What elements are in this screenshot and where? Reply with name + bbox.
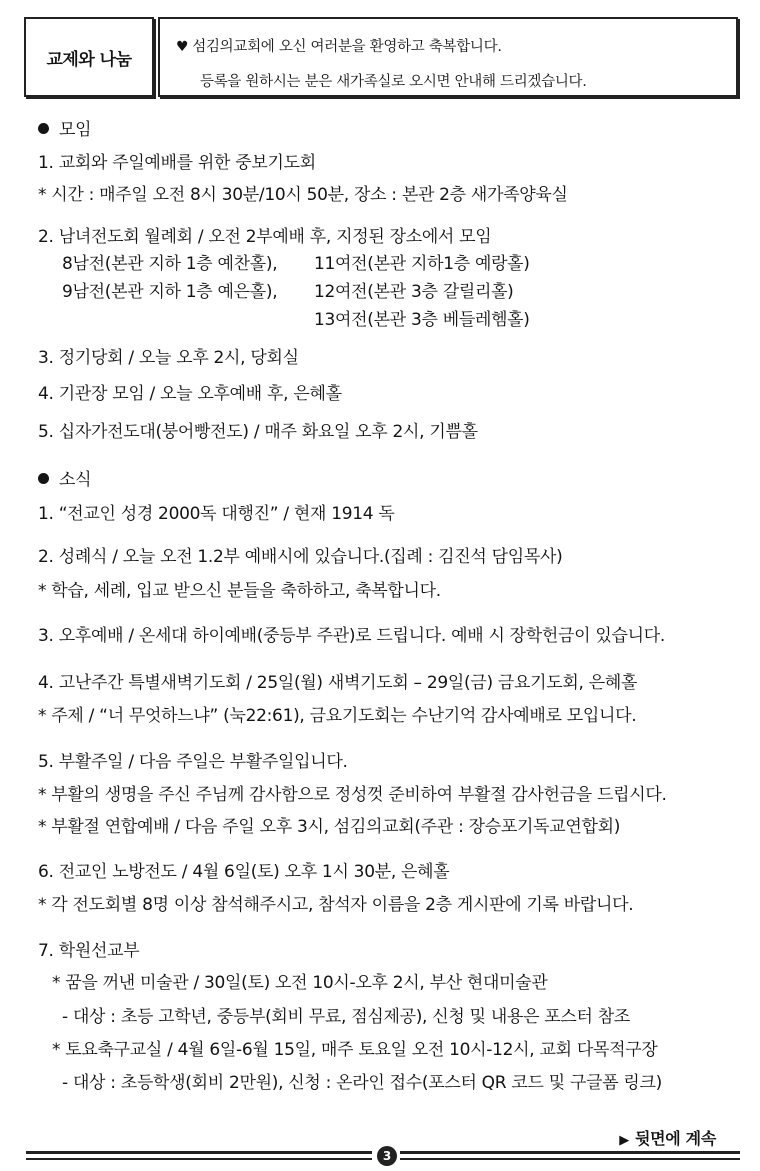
news-item: 6. 전교인 노방전도 / 4월 6일(토) 오후 1시 30분, 은혜홀	[38, 862, 450, 882]
footer-rule	[400, 1151, 740, 1154]
news-detail: * 꿈을 꺼낸 미술관 / 30일(토) 오전 10시-오후 2시, 부산 현대미술관	[52, 973, 548, 993]
news-item: 4. 고난주간 특별새벽기도회 / 25일(월) 새벽기도회 – 29일(금) 금요기도회, 은혜홀	[38, 673, 638, 693]
news-detail: * 부활절 연합예배 / 다음 주일 오후 3시, 섬김의교회(주관 : 장승포기독교연합회)	[38, 817, 621, 837]
news-detail: * 각 전도회별 8명 이상 참석해주시고, 참석자 이름을 2층 게시판에 기록 바랍니다.	[38, 895, 634, 915]
play-arrow-icon: ▶	[619, 1133, 629, 1148]
meeting-item: 2. 남녀전도회 월례회 / 오전 2부예배 후, 지정된 장소에서 모임	[38, 227, 492, 247]
news-detail: * 학습, 세례, 입교 받으신 분들을 축하하고, 축복합니다.	[38, 581, 441, 601]
continue-on-back-label: ▶ 뒷면에 계속	[619, 1129, 716, 1148]
meeting-detail: 9남전(본관 지하 1층 예은홀),	[62, 282, 278, 302]
footer-rule	[400, 1158, 740, 1160]
heart-icon: ♥	[176, 39, 189, 55]
meeting-detail: * 시간 : 매주일 오전 8시 30분/10시 50분, 장소 : 본관 2층 새가족양육실	[38, 185, 568, 205]
section-title-box	[24, 17, 154, 97]
news-item: 5. 부활주일 / 다음 주일은 부활주일입니다.	[38, 752, 348, 772]
news-item: 7. 학원선교부	[38, 941, 140, 961]
news-detail: - 대상 : 초등학생(회비 2만원), 신청 : 온라인 접수(포스터 QR 코드 및 구글폼 링크)	[62, 1073, 662, 1093]
meeting-item: 3. 정기당회 / 오늘 오후 2시, 당회실	[38, 348, 299, 368]
news-detail: * 부활의 생명을 주신 주님께 감사함으로 정성껏 준비하여 부활절 감사헌금을 드립시다.	[38, 785, 667, 805]
meeting-detail: 13여전(본관 3층 베들레헴홀)	[314, 310, 530, 330]
bullet-icon	[38, 123, 49, 134]
meetings-heading: 모임	[38, 119, 91, 141]
news-item: 3. 오후예배 / 온세대 하이예배(중등부 주관)로 드립니다. 예배 시 장학헌금이 있습니다.	[38, 626, 665, 646]
welcome-line-1: ♥ 섬김의교회에 오신 여러분을 환영하고 축복합니다.	[176, 39, 502, 55]
news-detail: - 대상 : 초등 고학년, 중등부(회비 무료, 점심제공), 신청 및 내용은 포스터 참조	[62, 1007, 631, 1027]
footer-rule	[26, 1158, 372, 1160]
meeting-item: 5. 십자가전도대(붕어빵전도) / 매주 화요일 오후 2시, 기쁨홀	[38, 422, 478, 442]
meeting-item: 4. 기관장 모임 / 오늘 오후예배 후, 은혜홀	[38, 384, 342, 404]
meeting-detail: 8남전(본관 지하 1층 예찬홀),	[62, 254, 278, 274]
welcome-box	[158, 17, 738, 97]
meeting-detail: 12여전(본관 3층 갈릴리홀)	[314, 282, 514, 302]
meeting-item: 1. 교회와 주일예배를 위한 중보기도회	[38, 153, 316, 173]
bullet-icon	[38, 473, 49, 484]
news-heading: 소식	[38, 469, 91, 491]
news-item: 2. 성례식 / 오늘 오전 1.2부 예배시에 있습니다.(집례 : 김진석 담임목사)	[38, 547, 563, 567]
footer-rule	[26, 1151, 372, 1154]
meeting-detail: 11여전(본관 지하1층 예랑홀)	[314, 254, 530, 274]
section-title: 교제와 나눔	[46, 49, 132, 70]
news-detail: * 토요축구교실 / 4월 6일-6월 15일, 매주 토요일 오전 10시-12시, 교회 다목적구장	[52, 1040, 658, 1060]
welcome-line-2: 등록을 원하시는 분은 새가족실로 오시면 안내해 드리겠습니다.	[200, 74, 587, 90]
page-number: 3	[377, 1146, 397, 1166]
news-detail: * 주제 / “너 무엇하느냐” (눅22:61), 금요기도회는 수난기억 감사예배로 모입니다.	[38, 706, 637, 726]
news-item: 1. “전교인 성경 2000독 대행진” / 현재 1914 독	[38, 504, 395, 524]
